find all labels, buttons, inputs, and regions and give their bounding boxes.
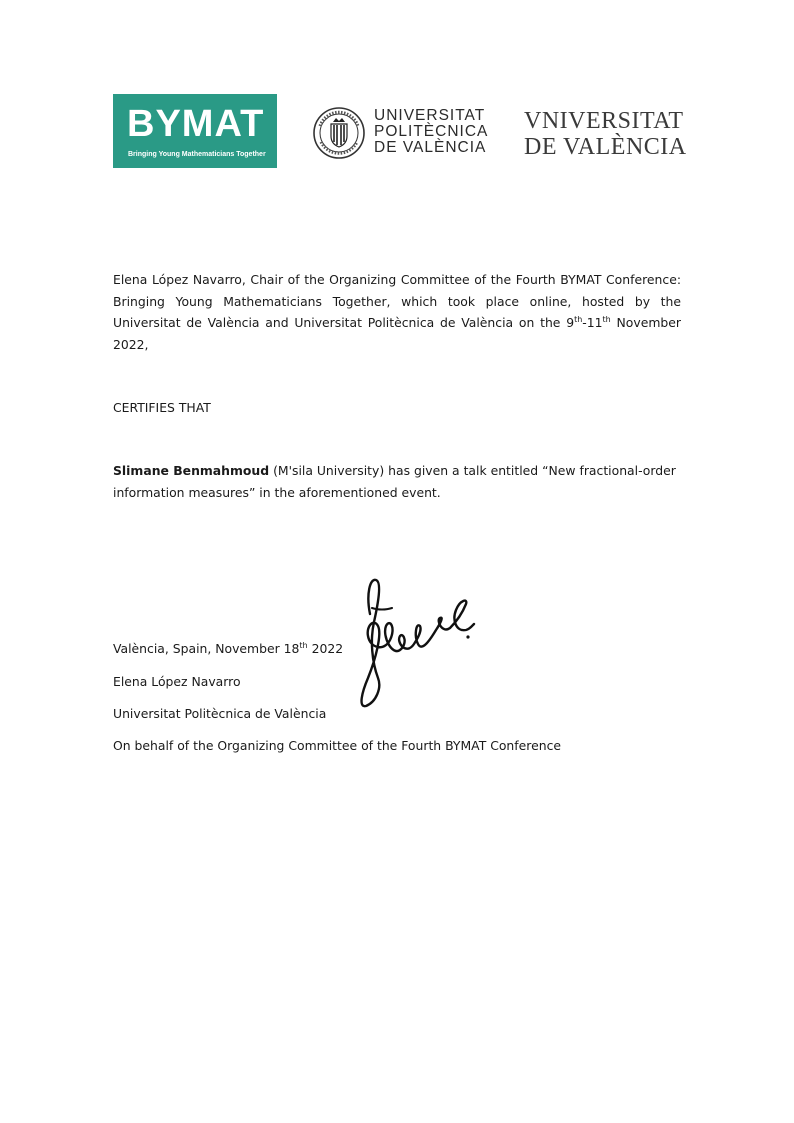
upv-name-line1: UNIVERSITAT (374, 107, 486, 124)
uv-logo (522, 108, 687, 164)
recipient-name: Slimane Benmahmoud (113, 463, 270, 478)
statement-text: has given a talk entitled “New fractional-order information measures” in the aforementioned event. (113, 463, 676, 500)
intro-text: Elena López Navarro, Chair of the Organizing Committee of the Fourth BYMAT Conference: Bringing Young Mathematicians Together, which took place online, hosted by the Universitat de València and Universitat Politècnica de València on the 9 (113, 272, 681, 330)
place-date (113, 640, 343, 658)
place-date-sup: th (299, 641, 308, 650)
place-date-text: València, Spain, November 18 (113, 641, 300, 656)
signer-role: On behalf of the Organizing Committee of the Fourth BYMAT Conference (113, 738, 562, 753)
intro-paragraph (113, 269, 681, 355)
uv-name-line1: VNIVERSITAT (524, 108, 684, 134)
bymat-wordmark: BYMAT (127, 103, 265, 145)
intro-sup-1: th (574, 315, 583, 324)
place-date-year: 2022 (307, 641, 344, 656)
handwritten-signature (356, 574, 478, 712)
upv-seal-icon (312, 106, 366, 160)
upv-name-line3: DE VALÈNCIA (374, 139, 487, 156)
intro-range: -11 (582, 315, 603, 330)
bymat-tagline: Bringing Young Mathematicians Together (128, 151, 266, 158)
signer-name: Elena López Navarro (113, 674, 241, 689)
intro-sup-2: th (602, 315, 611, 324)
bymat-logo (113, 94, 277, 168)
upv-name-line2: POLITÈCNICA (374, 123, 489, 140)
statement-paragraph (113, 460, 681, 503)
recipient-affiliation: (M'sila University) (273, 463, 385, 478)
signer-affiliation: Universitat Politècnica de València (113, 706, 327, 721)
upv-logo (312, 104, 487, 164)
certifies-heading: CERTIFIES THAT (113, 400, 211, 415)
intro-date-end: November 2022, (113, 315, 681, 352)
uv-name-line2: DE VALÈNCIA (524, 134, 687, 160)
upv-name (374, 108, 488, 156)
